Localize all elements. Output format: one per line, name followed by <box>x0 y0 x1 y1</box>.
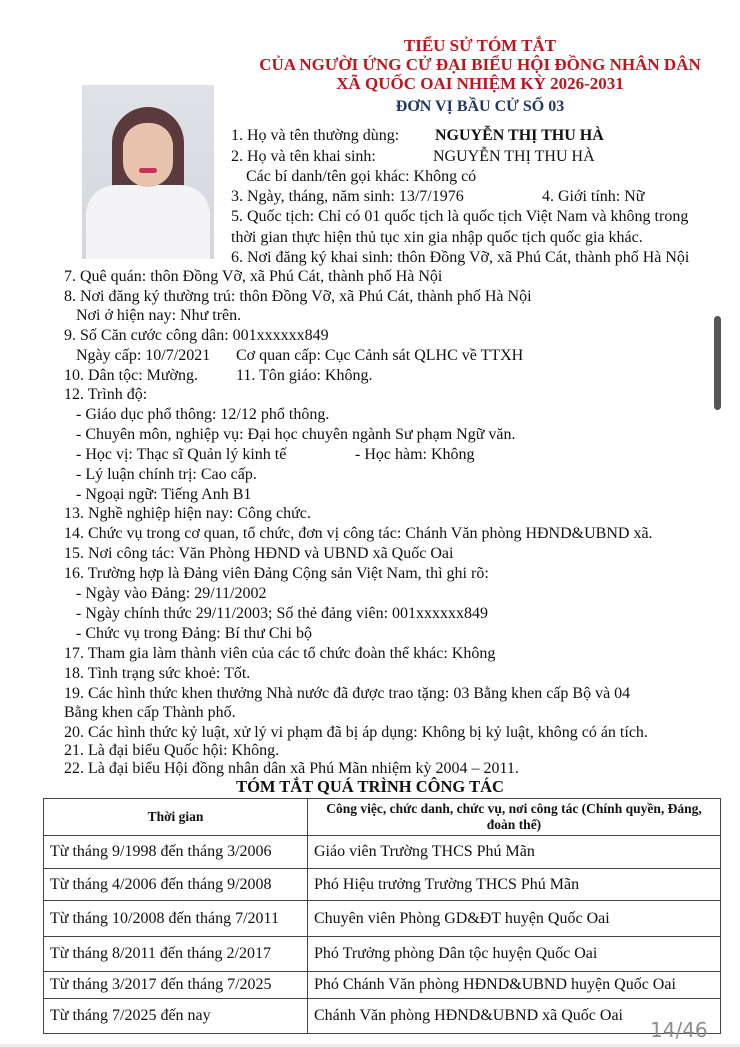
row-time: Từ tháng 10/2008 đến tháng 7/2011 <box>44 901 308 937</box>
foreign-language: - Ngoại ngữ: Tiếng Anh B1 <box>76 486 252 503</box>
other-organizations: 17. Tham gia làm thành viên của các tổ chức đoàn thể khác: Không <box>64 645 496 662</box>
header-position: Công việc, chức danh, chức vụ, nơi công tác (Chính quyền, Đảng, đoàn thể) <box>308 799 721 836</box>
party-position: - Chức vụ trong Đảng: Bí thư Chi bộ <box>76 625 312 642</box>
career-table-header <box>44 799 721 836</box>
table-row <box>44 937 721 972</box>
common-name-value: NGUYỄN THỊ THU HÀ <box>435 127 604 144</box>
party-official-date: - Ngày chính thức 29/11/2003; Số thẻ đảng viên: 001xxxxxx849 <box>76 605 489 622</box>
table-row <box>44 972 721 999</box>
table-row <box>44 869 721 901</box>
political-theory: - Lý luận chính trị: Cao cấp. <box>76 466 257 483</box>
awards-line-1: 19. Các hình thức khen thưởng Nhà nước đã được trao tặng: 03 Bằng khen cấp Bộ và 04 <box>64 685 631 702</box>
occupation: 13. Nghề nghiệp hiện nay: Công chức. <box>64 505 311 522</box>
workplace: 15. Nơi công tác: Văn Phòng HĐND và UBND xã Quốc Oai <box>64 545 454 562</box>
title-line-2: CỦA NGƯỜI ỨNG CỬ ĐẠI BIỂU HỘI ĐỒNG NHÂN DÂN <box>259 55 701 74</box>
header-time: Thời gian <box>44 799 308 836</box>
birth-name-value: NGUYỄN THỊ THU HÀ <box>433 148 595 165</box>
council-delegate: 22. Là đại biểu Hội đồng nhân dân xã Phú Mãn nhiệm kỳ 2004 – 2011. <box>64 760 519 777</box>
education-heading: 12. Trình độ: <box>64 386 148 403</box>
title-line-1: TIỂU SỬ TÓM TẮT <box>403 36 557 55</box>
id-issuing-authority: Cơ quan cấp: Cục Cảnh sát QLHC về TTXH <box>236 347 524 364</box>
awards-line-2: Bằng khen cấp Thành phố. <box>64 704 236 721</box>
birth-registration-place: 6. Nơi đăng ký khai sinh: thôn Đồng Vỡ, xã Phú Cát, thành phố Hà Nội <box>231 249 690 266</box>
row-time: Từ tháng 3/2017 đến tháng 7/2025 <box>44 972 308 999</box>
row-position: Chuyên viên Phòng GD&ĐT huyện Quốc Oai <box>308 901 721 937</box>
row-time: Từ tháng 9/1998 đến tháng 3/2006 <box>44 836 308 869</box>
general-education: - Giáo dục phổ thông: 12/12 phổ thông. <box>76 406 330 423</box>
row-position: Chánh Văn phòng HĐND&UBND xã Quốc Oai <box>308 999 721 1034</box>
candidate-photo <box>82 85 214 259</box>
date-of-birth: 3. Ngày, tháng, năm sinh: 13/7/1976 <box>231 188 464 205</box>
permanent-residence: 8. Nơi đăng ký thường trú: thôn Đồng Vỡ, xã Phú Cát, thành phố Hà Nội <box>64 288 532 305</box>
academic-title: - Học hàm: Không <box>355 446 475 463</box>
position: 14. Chức vụ trong cơ quan, tổ chức, đơn vị công tác: Chánh Văn phòng HĐND&UBND xã. <box>64 525 653 542</box>
academic-degree: - Học vị: Thạc sĩ Quản lý kinh tế <box>76 446 287 463</box>
health-status: 18. Tình trạng sức khoẻ: Tốt. <box>64 665 251 682</box>
national-assembly-delegate: 21. Là đại biểu Quốc hội: Không. <box>64 742 280 759</box>
page-indicator: 14/46 <box>650 1018 708 1042</box>
disciplinary: 20. Các hình thức kỷ luật, xử lý vi phạm đã bị áp dụng: Không bị kỷ luật, không có án tích. <box>64 724 648 741</box>
nationality-line-1: 5. Quốc tịch: Chỉ có 01 quốc tịch là quốc tịch Việt Nam và không trong <box>231 208 689 225</box>
table-row <box>44 836 721 869</box>
party-join-date: - Ngày vào Đảng: 29/11/2002 <box>76 585 267 602</box>
gender: 4. Giới tính: Nữ <box>542 188 645 205</box>
vertical-scrollbar[interactable] <box>714 316 721 410</box>
table-row <box>44 999 721 1034</box>
citizen-id: 9. Số Căn cước công dân: 001xxxxxx849 <box>64 327 329 344</box>
aliases: Các bí danh/tên gọi khác: Không có <box>246 168 477 185</box>
electoral-unit-subtitle: ĐƠN VỊ BẦU CỬ SỐ 03 <box>395 98 565 115</box>
nationality-line-2: thời gian thực hiện thủ tục xin gia nhập quốc tịch quốc gia khác. <box>231 229 643 246</box>
row-position: Phó Hiệu trưởng Trường THCS Phú Mãn <box>308 869 721 901</box>
career-table <box>43 798 721 1034</box>
professional-qualification: - Chuyên môn, nghiệp vụ: Đại học chuyên ngành Sư phạm Ngữ văn. <box>76 426 516 443</box>
row-position: Phó Chánh Văn phòng HĐND&UBND huyện Quốc Oai <box>308 972 721 999</box>
birth-name-label: 2. Họ và tên khai sinh: <box>231 148 376 165</box>
party-member-heading: 16. Trường hợp là Đảng viên Đảng Cộng sản Việt Nam, thì ghi rõ: <box>64 565 489 582</box>
id-issue-date: Ngày cấp: 10/7/2021 <box>76 347 211 364</box>
row-time: Từ tháng 8/2011 đến tháng 2/2017 <box>44 937 308 972</box>
row-time: Từ tháng 7/2025 đến nay <box>44 999 308 1034</box>
current-residence: Nơi ở hiện nay: Như trên. <box>76 307 242 324</box>
row-time: Từ tháng 4/2006 đến tháng 9/2008 <box>44 869 308 901</box>
row-position: Giáo viên Trường THCS Phú Mãn <box>308 836 721 869</box>
career-section-title: TÓM TẮT QUÁ TRÌNH CÔNG TÁC <box>236 777 504 796</box>
common-name-label: 1. Họ và tên thường dùng: <box>231 127 400 144</box>
row-position: Phó Trưởng phòng Dân tộc huyện Quốc Oai <box>308 937 721 972</box>
ethnicity: 10. Dân tộc: Mường. <box>64 367 199 384</box>
title-line-3: XÃ QUỐC OAI NHIỆM KỲ 2026-2031 <box>336 74 624 93</box>
table-row <box>44 901 721 937</box>
religion: 11. Tôn giáo: Không. <box>236 367 373 384</box>
hometown: 7. Quê quán: thôn Đồng Vỡ, xã Phú Cát, thành phố Hà Nội <box>64 268 443 285</box>
